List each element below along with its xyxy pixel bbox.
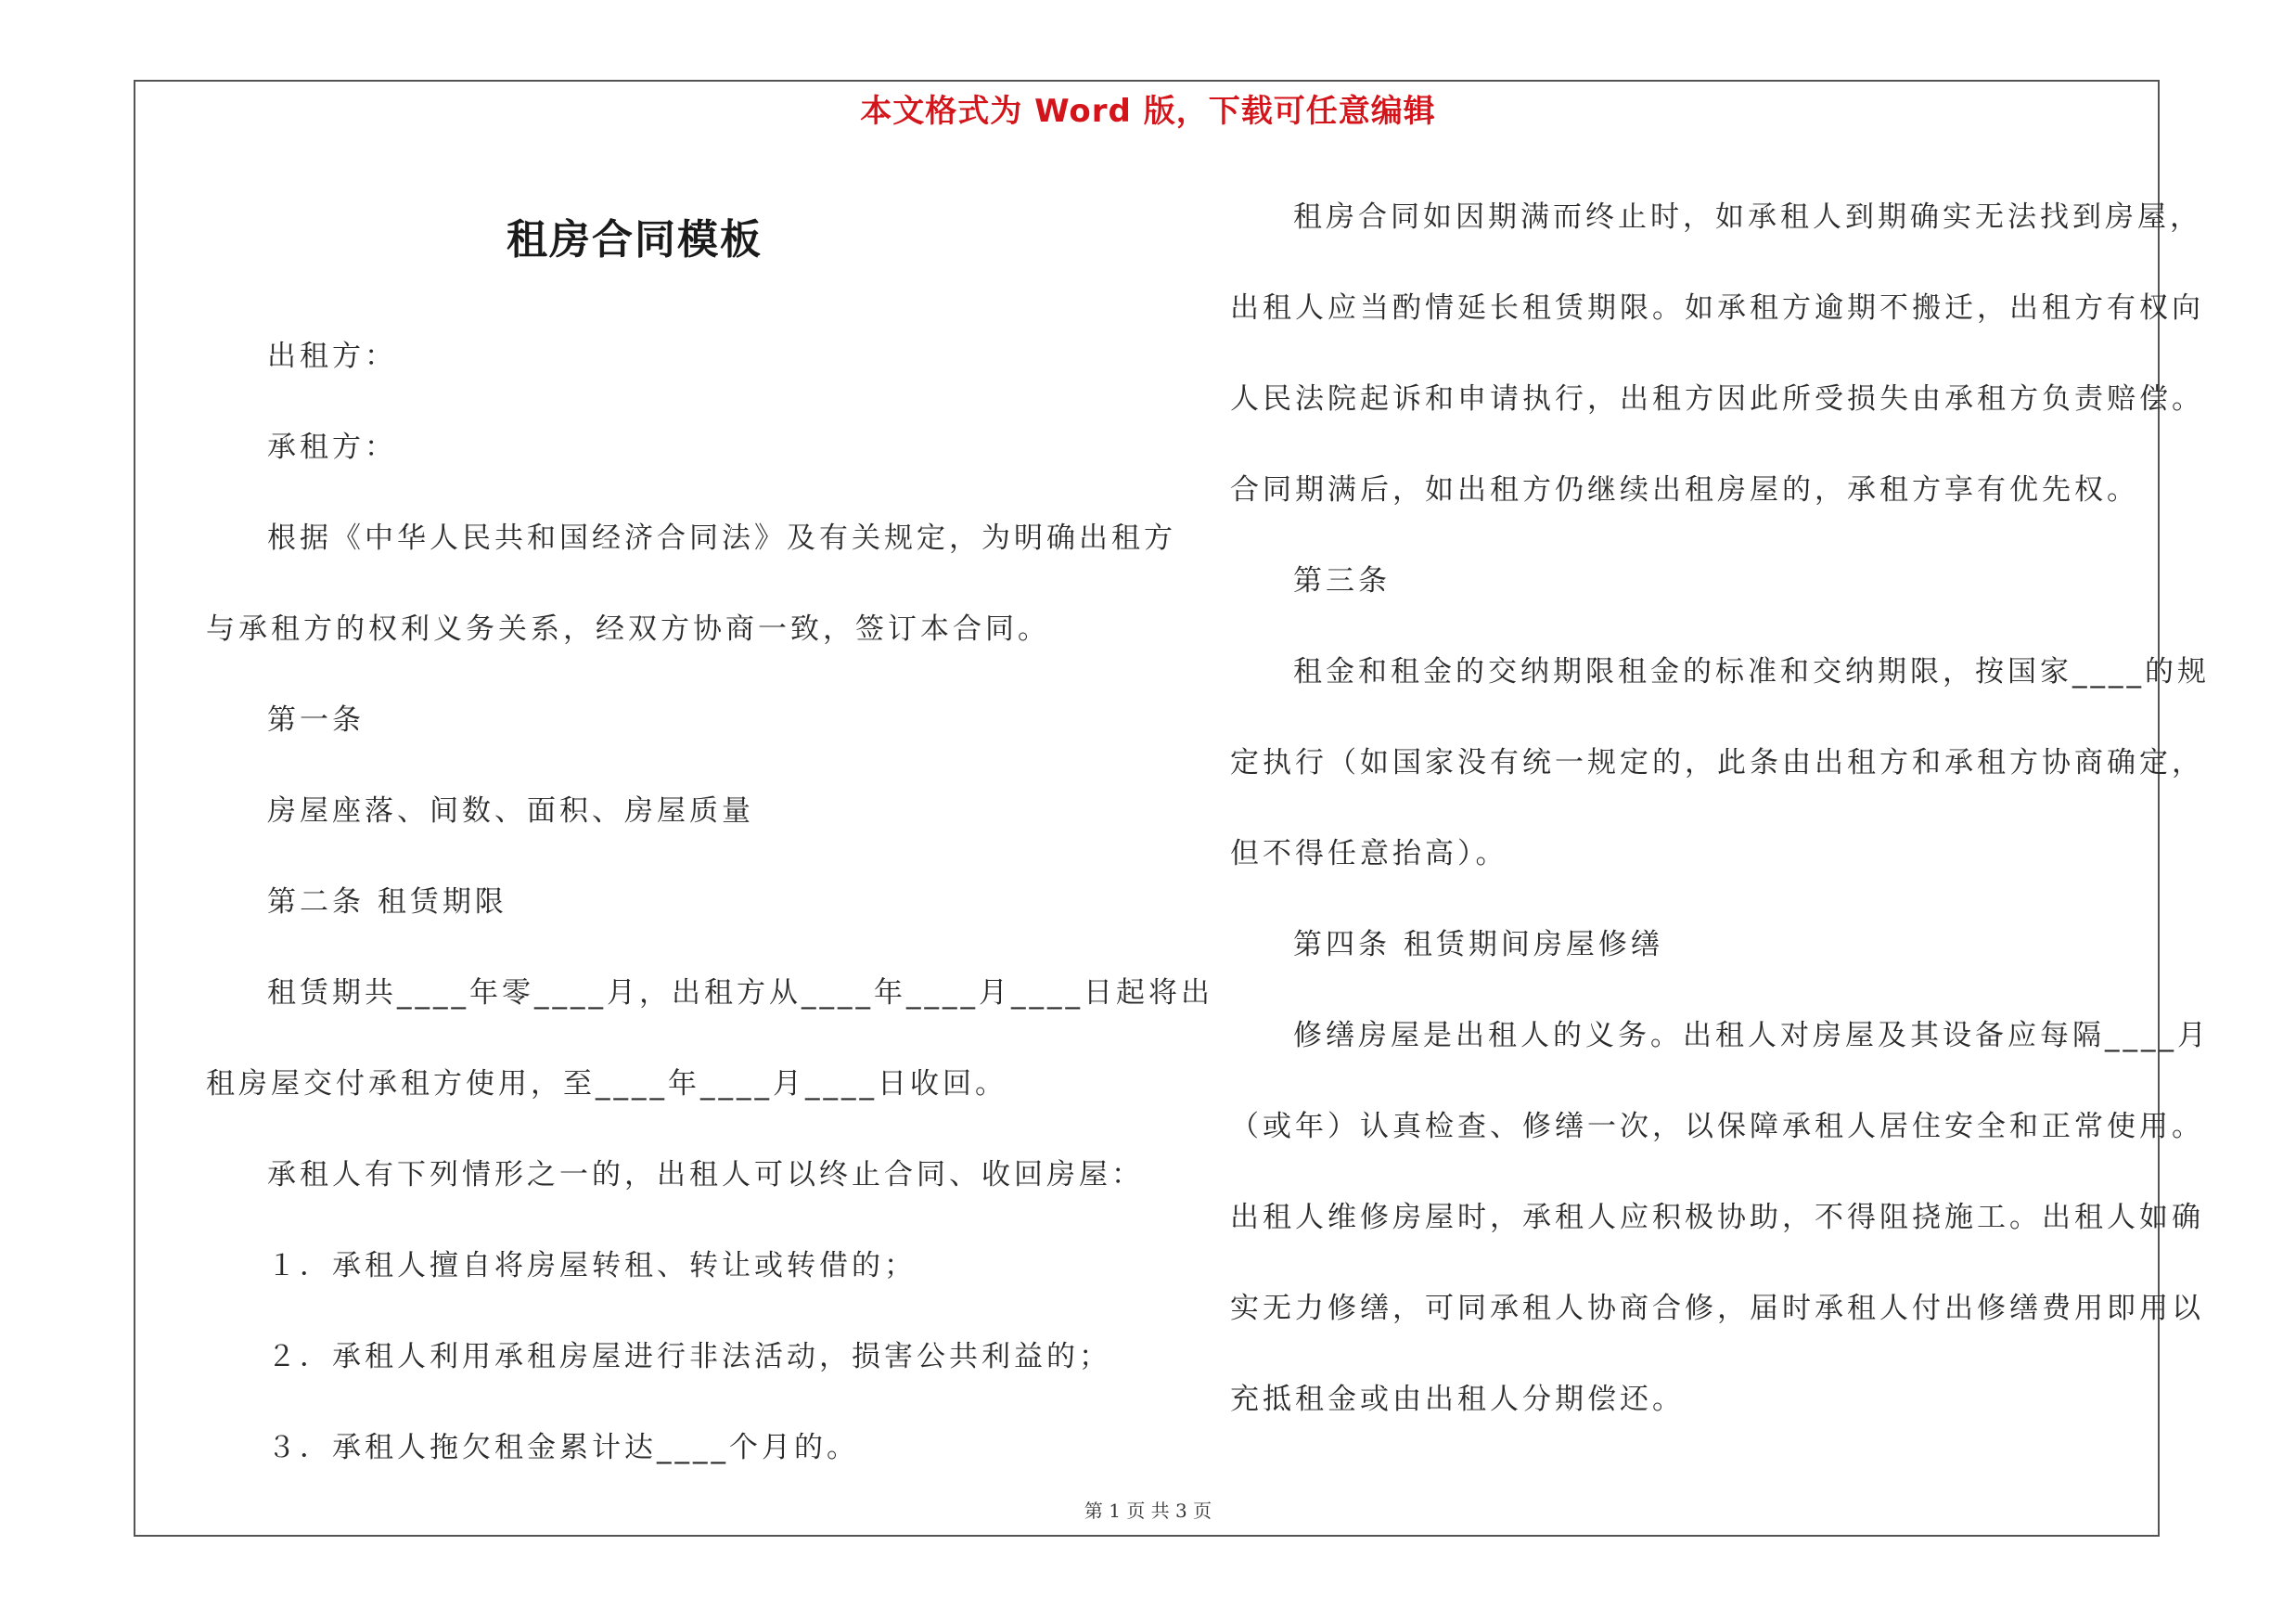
paragraph-line: 修缮房屋是出租人的义务。出租人对房屋及其设备应每隔____月 (1293, 1019, 2210, 1052)
paragraph-line: 租房屋交付承租方使用，至____年____月____日收回。 (206, 1067, 1007, 1101)
paragraph-line: 租赁期共____年零____月，出租方从____年____月____日起将出 (267, 976, 1213, 1010)
document-title: 租房合同模板 (507, 216, 763, 264)
paragraph-line: 出租人应当酌情延长租赁期限。如承租方逾期不搬迁，出租方有权向 (1230, 291, 2204, 325)
list-item: １．承租人擅自将房屋转租、转让或转借的； (267, 1249, 917, 1282)
paragraph-line: 承租人有下列情形之一的，出租人可以终止合同、收回房屋： (267, 1158, 1144, 1191)
list-item: ２．承租人利用承租房屋进行非法活动，损害公共利益的； (267, 1340, 1111, 1373)
page-number-footer: 第 1 页 共 3 页 (1084, 1500, 1212, 1522)
paragraph-line: 出租人维修房屋时，承租人应积极协助，不得阻挠施工。出租人如确 (1230, 1201, 2204, 1234)
paragraph-line: 实无力修缮，可同承租人协商合修，届时承租人付出修缮费用即用以 (1230, 1292, 2204, 1325)
paragraph-line: （或年）认真检查、修缮一次，以保障承租人居住安全和正常使用。 (1230, 1110, 2204, 1143)
paragraph-line: 合同期满后，如出租方仍继续出租房屋的，承租方享有优先权。 (1230, 473, 2139, 507)
paragraph-line: 第四条 租赁期间房屋修缮 (1293, 928, 1663, 961)
paragraph-line: 人民法院起诉和申请执行，出租方因此所受损失由承租方负责赔偿。 (1230, 382, 2204, 416)
paragraph-line: 承租方： (267, 431, 397, 464)
list-item: ３．承租人拖欠租金累计达____个月的。 (267, 1431, 859, 1464)
paragraph-line: 第三条 (1293, 564, 1391, 598)
paragraph-line: 房屋座落、间数、面积、房屋质量 (267, 794, 754, 828)
paragraph-line: 租金和租金的交纳期限租金的标准和交纳期限，按国家____的规 (1293, 655, 2210, 689)
paragraph-line: 但不得任意抬高）。 (1230, 837, 1508, 870)
paragraph-line: 租房合同如因期满而终止时，如承租人到期确实无法找到房屋， (1293, 200, 2202, 234)
paragraph-line: 与承租方的权利义务关系，经双方协商一致，签订本合同。 (206, 612, 1050, 646)
paragraph-line: 出租方： (267, 340, 397, 373)
paragraph-line: 第一条 (267, 703, 365, 737)
paragraph-line: 根据《中华人民共和国经济合同法》及有关规定，为明确出租方 (267, 522, 1176, 555)
paragraph-line: 充抵租金或由出租人分期偿还。 (1230, 1383, 1685, 1416)
word-format-banner: 本文格式为 Word 版，下载可任意编辑 (860, 93, 1436, 130)
paragraph-line: 定执行（如国家没有统一规定的，此条由出租方和承租方协商确定， (1230, 746, 2204, 779)
paragraph-line: 第二条 租赁期限 (267, 885, 507, 919)
